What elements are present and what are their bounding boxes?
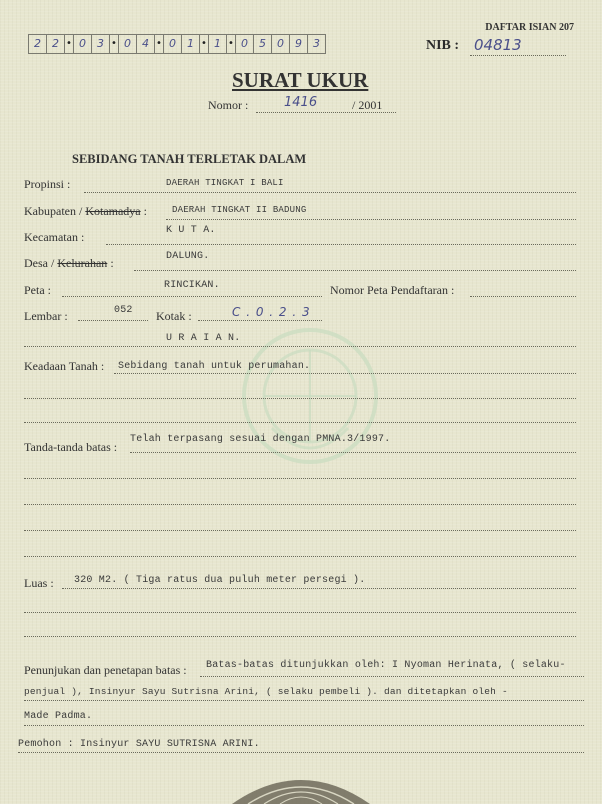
id-number-cell: 5 <box>254 35 272 53</box>
watermark-seal <box>232 318 388 474</box>
batas-line-3 <box>24 504 576 505</box>
peta-label: Peta : <box>24 283 51 297</box>
id-number-cell: 3 <box>313 37 320 50</box>
id-number-cell: • <box>227 35 236 53</box>
propinsi-line <box>84 192 576 193</box>
emblem-ornament <box>228 764 374 804</box>
lembar-value: 052 <box>114 305 133 316</box>
id-number-cell: 1 <box>209 35 227 53</box>
propinsi-value: DAERAH TINGKAT I BALI <box>166 178 284 188</box>
penunjukan-label: Penunjukan dan penetapan batas : <box>24 663 187 677</box>
kotak-label: Kotak : <box>156 309 192 323</box>
id-number-cell: 4 <box>137 35 155 53</box>
kabupaten-label-a: Kabupaten / <box>24 204 83 218</box>
penunjukan-line-2: penjual ), Insinyur Sayu Sutrisna Arini, ( selaku pembeli ). dan ditetapkan oleh - <box>24 686 508 697</box>
pemohon-rule <box>18 752 584 753</box>
nomor-label: Nomor : <box>208 98 249 112</box>
kecamatan-label: Kecamatan : <box>24 230 85 244</box>
document-title: SURAT UKUR <box>232 68 369 92</box>
uraian-heading: U R A I A N. <box>166 333 241 344</box>
kotamadya-struck: Kotamadya <box>85 204 141 218</box>
luas-line-3 <box>24 636 576 637</box>
nib-value: 04813 <box>474 36 522 54</box>
kecamatan-value: K U T A. <box>166 225 216 236</box>
kotak-value: C . 0 . 2 . 3 <box>232 305 311 319</box>
id-number-cell: 3 <box>92 35 110 53</box>
form-code: DAFTAR ISIAN 207 <box>485 22 574 33</box>
keadaan-value: Sebidang tanah untuk perumahan. <box>118 361 311 372</box>
desa-label-a: Desa / <box>24 256 55 270</box>
id-number-cell: • <box>200 35 209 53</box>
penunjukan-rule-1 <box>200 676 584 677</box>
id-number-cell: 1 <box>182 35 200 53</box>
keadaan-label: Keadaan Tanah : <box>24 359 105 373</box>
luas-line-2 <box>24 612 576 613</box>
luas-label: Luas : <box>24 576 54 590</box>
nomor-year: / 2001 <box>352 98 383 112</box>
lembar-label: Lembar : <box>24 309 68 323</box>
penunjukan-rule-3 <box>24 725 584 726</box>
batas-line-4 <box>24 530 576 531</box>
desa-label <box>24 256 114 271</box>
kabupaten-label <box>24 204 147 219</box>
desa-value: DALUNG. <box>166 251 210 262</box>
id-number-cell: 9 <box>290 35 308 53</box>
id-number-cell: 0 <box>119 35 137 53</box>
kecamatan-line <box>106 244 576 245</box>
nomor-peta-line <box>470 296 576 297</box>
nomor-value: 1416 <box>284 95 318 110</box>
batas-line-2 <box>24 478 576 479</box>
batas-line-1 <box>130 452 576 453</box>
peta-line <box>62 296 322 297</box>
id-number-cell: 0 <box>236 35 254 53</box>
luas-line-1 <box>62 588 576 589</box>
section-heading: SEBIDANG TANAH TERLETAK DALAM <box>72 152 307 166</box>
peta-value: RINCIKAN. <box>164 280 220 291</box>
id-number-cell: • <box>65 35 74 53</box>
id-number-cell: 2 <box>29 35 47 53</box>
kotak-line <box>198 320 322 321</box>
propinsi-label: Propinsi : <box>24 177 71 191</box>
penunjukan-line-3: Made Padma. <box>24 711 93 722</box>
nomor-line <box>256 112 396 113</box>
kabupaten-value: DAERAH TINGKAT II BADUNG <box>172 205 307 215</box>
keadaan-line-1 <box>114 373 576 374</box>
pemohon-line: Pemohon : Insinyur SAYU SUTRISNA ARINI. <box>18 739 260 750</box>
id-number-cell: 0 <box>74 35 92 53</box>
nomor-peta-label: Nomor Peta Pendaftaran : <box>330 283 455 297</box>
id-number-cell: 0 <box>164 35 182 53</box>
penunjukan-rule-2 <box>24 700 584 701</box>
nib-label: NIB : <box>426 38 460 53</box>
nib-line <box>470 55 566 56</box>
id-number-cell: • <box>110 35 119 53</box>
kabupaten-line <box>166 219 576 220</box>
id-number-box <box>28 34 326 54</box>
keadaan-line-3 <box>24 422 576 423</box>
id-number-cell: 0 <box>272 35 290 53</box>
penunjukan-line-1: Batas-batas ditunjukkan oleh: I Nyoman Herinata, ( selaku- <box>206 660 566 671</box>
id-number-cell: • <box>155 35 164 53</box>
kelurahan-struck: Kelurahan <box>57 256 108 270</box>
uraian-line <box>24 346 576 347</box>
desa-colon: : <box>110 256 114 270</box>
keadaan-line-2 <box>24 398 576 399</box>
desa-line <box>134 270 576 271</box>
batas-label: Tanda-tanda batas : <box>24 440 118 454</box>
batas-value: Telah terpasang sesuai dengan PMNA.3/1997. <box>130 434 391 445</box>
kabupaten-colon: : <box>143 204 147 218</box>
lembar-line <box>78 320 148 321</box>
luas-value: 320 M2. ( Tiga ratus dua puluh meter persegi ). <box>74 575 366 586</box>
id-number-cell: 2 <box>47 35 65 53</box>
batas-line-5 <box>24 556 576 557</box>
